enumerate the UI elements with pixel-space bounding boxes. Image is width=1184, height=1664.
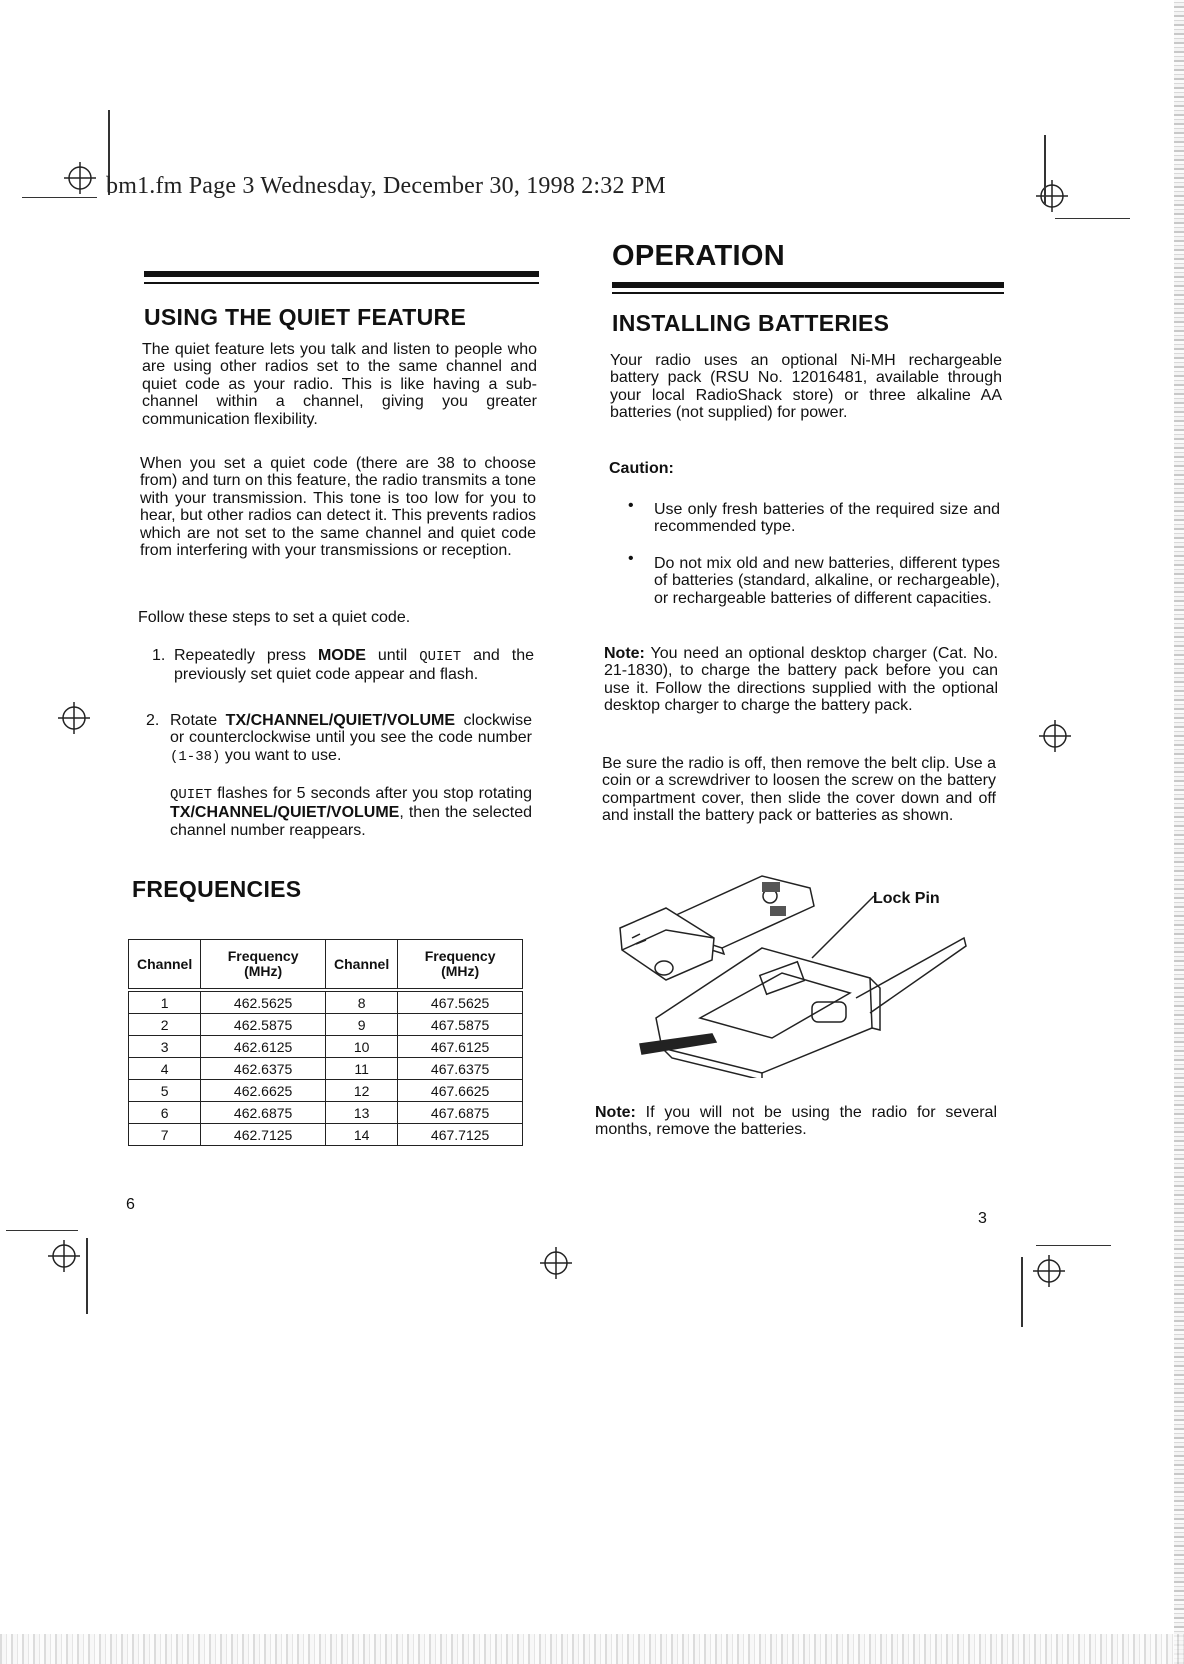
registration-mark-mid-left — [56, 700, 92, 736]
registration-mark-mid-right — [1037, 718, 1073, 754]
table-row: 3 462.6125 10 467.6125 — [129, 1036, 523, 1058]
table-row: 5 462.6625 12 467.6625 — [129, 1080, 523, 1102]
scan-edge-right — [1174, 0, 1184, 1664]
frequency-table — [128, 939, 523, 1146]
crop-line — [1044, 135, 1046, 205]
section-rule-thick — [612, 282, 1004, 288]
note-storage: Note: If you will not be using the radio for several months, remove the batteries. — [595, 1104, 997, 1139]
page-number-right: 3 — [978, 1210, 987, 1227]
installing-batteries-title: INSTALLING BATTERIES — [612, 310, 890, 336]
step-number: 1. — [152, 647, 166, 664]
caution-label: Caution: — [609, 460, 674, 477]
step-2-text: Rotate TX/CHANNEL/QUIET/VOLUME clockwise or counterclockwise until you see the code number (1-38) you want to use. — [170, 712, 532, 765]
page-number-left: 6 — [126, 1196, 135, 1213]
column-header: Frequency (MHz) — [398, 940, 523, 991]
column-header: Channel — [326, 940, 398, 991]
quiet-paragraph-2: When you set a quiet code (there are 38 to choose from) and turn on this feature, the radio transmits a tone with your transmission. This tone is too low for you to hear, but other radios can detect it. This prevents radios which are not set to the same channel and quiet code from interfering with your transmissions or reception. — [140, 455, 536, 560]
crop-line — [1021, 1257, 1023, 1327]
batteries-paragraph-1: Your radio uses an optional Ni-MH rechargeable battery pack (RSU No. 12016481, available through your local RadioShack store) or three alkaline AA batteries (not supplied) for power. — [610, 352, 1002, 422]
quiet-paragraph-3: Follow these steps to set a quiet code. — [138, 609, 411, 626]
crop-line — [6, 1230, 78, 1231]
caution-bullet-1: Use only fresh batteries of the required size and recommended type. — [654, 501, 1000, 536]
crop-line — [86, 1238, 88, 1314]
bullet-icon: • — [628, 550, 634, 567]
step-1-text: Repeatedly press MODE until QUIET and the previously set quiet code appear and flash. — [174, 647, 535, 684]
table-row: 2 462.5875 9 467.5875 — [129, 1014, 523, 1036]
registration-mark-top-right — [1034, 178, 1070, 214]
scan-edge-bottom — [0, 1634, 1184, 1664]
section-rule-thin — [612, 292, 1004, 294]
section-rule-thin — [144, 282, 539, 284]
table-row: 6 462.6875 13 467.6875 — [129, 1102, 523, 1124]
operation-title: OPERATION — [612, 240, 785, 272]
note-charger: Note: You need an optional desktop charger (Cat. No. 21-1830), to charge the battery pack before you can use it. Follow the directions supplied with the optional desktop charger to charge the battery pack. — [604, 645, 998, 715]
quiet-note: QUIET flashes for 5 seconds after you stop rotating TX/CHANNEL/QUIET/VOLUME, then the selected channel number reappears. — [170, 785, 532, 839]
lock-pin-label: Lock Pin — [873, 890, 940, 907]
bullet-icon: • — [628, 497, 634, 514]
registration-mark-bottom-right — [1031, 1253, 1067, 1289]
frequencies-title: FREQUENCIES — [132, 876, 302, 902]
step-number: 2. — [146, 712, 160, 729]
caution-bullet-2: Do not mix old and new batteries, different types of batteries (standard, alkaline, or rechargeable), or rechargeable batteries of different capacities. — [654, 555, 1000, 607]
registration-mark-bottom-center — [538, 1245, 574, 1281]
column-header: Channel — [129, 940, 201, 991]
table-row: 7 462.7125 14 467.7125 — [129, 1124, 523, 1146]
registration-mark-bottom-left — [46, 1238, 82, 1274]
file-header: bm1.fm Page 3 Wednesday, December 30, 1998 2:32 PM — [106, 173, 666, 199]
quiet-paragraph-1: The quiet feature lets you talk and listen to people who are using other radios set to the same channel and quiet code as your radio. This is like having a sub-channel within a channel, giving you greater communication flexibility. — [142, 341, 537, 428]
crop-line — [1036, 1245, 1111, 1246]
quiet-feature-title: USING THE QUIET FEATURE — [144, 304, 467, 330]
column-header: Frequency (MHz) — [201, 940, 326, 991]
section-rule-thick — [144, 271, 539, 277]
table-header-row — [129, 940, 523, 991]
crop-line — [22, 197, 97, 198]
registration-mark-top-left — [62, 160, 98, 196]
table-row: 1 462.5625 8 467.5625 — [129, 990, 523, 1014]
batteries-paragraph-2: Be sure the radio is off, then remove the belt clip. Use a coin or a screwdriver to loosen the screw on the battery compartment cover, then slide the cover down and off and install the battery pack or batteries as shown. — [602, 755, 996, 825]
crop-line — [1055, 218, 1130, 219]
table-row: 4 462.6375 11 467.6375 — [129, 1058, 523, 1080]
